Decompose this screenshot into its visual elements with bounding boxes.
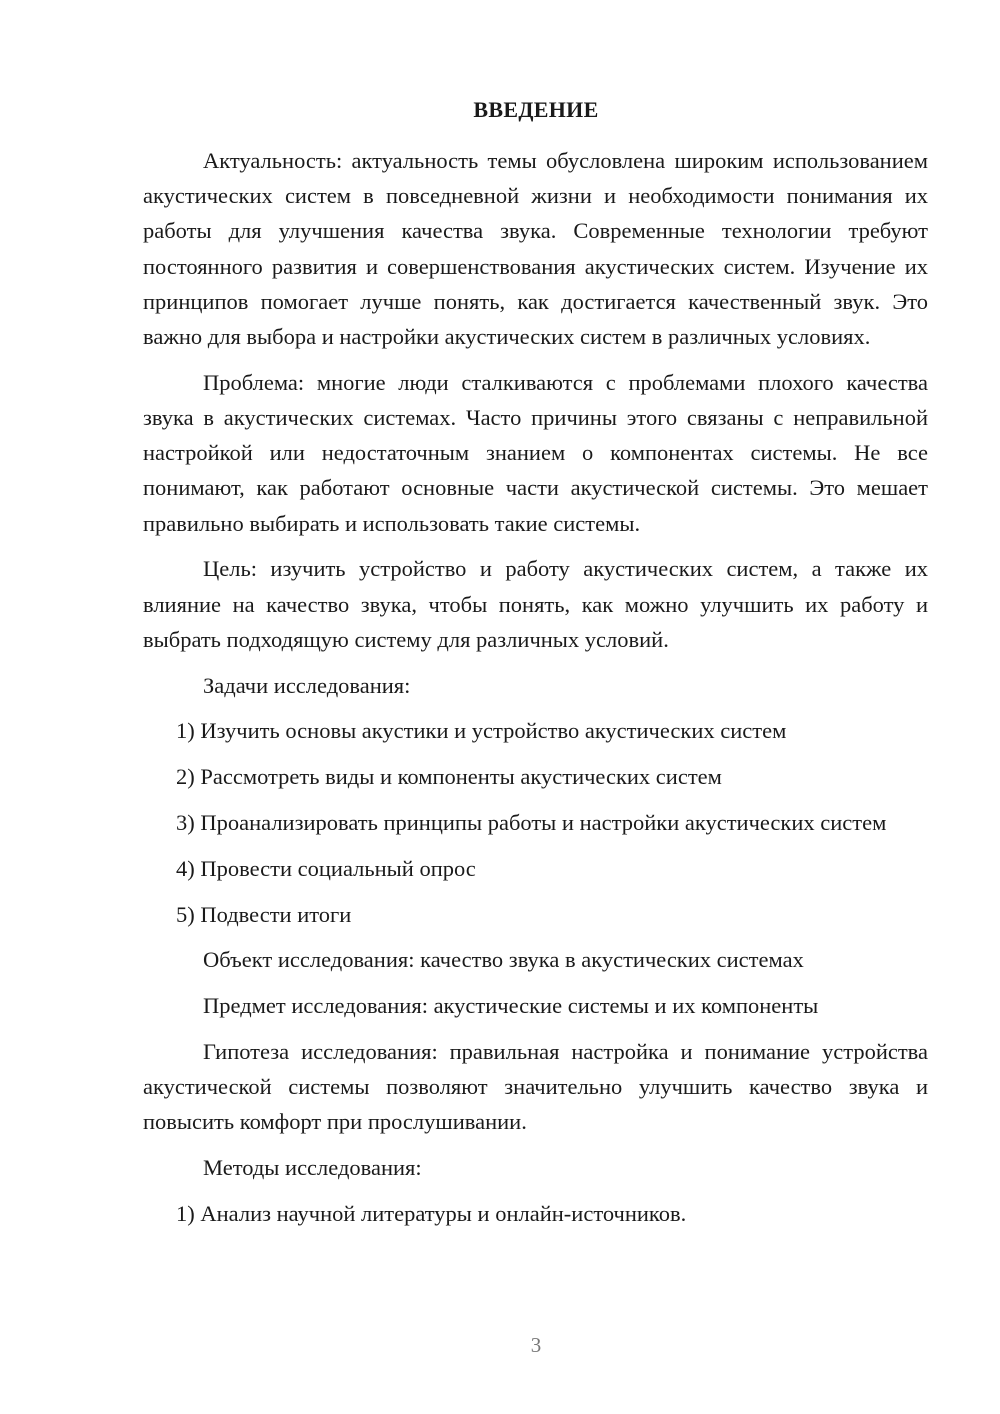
task-item: 5) Подвести итоги [176, 901, 352, 927]
page-number: 3 [530, 1333, 542, 1357]
methods-heading: Методы исследования: [203, 1155, 422, 1181]
task-item: 1) Изучить основы акустики и устройство акустических систем [176, 718, 787, 744]
task-item: 3) Проанализировать принципы работы и настройки акустических систем [176, 810, 887, 836]
section-title: ВВЕДЕНИЕ [473, 97, 599, 122]
paragraph-relevance: Актуальность: актуальность темы обусловлена широким использованием акустических систем в повседневной жизни и необходимости понимания их работы для улучшения качества звука. Современные технологии требуют постоянного развития и совершенствования акустических систем. Изучение их принципов помогает лучше понять, как достигается качественный звук. Это важно для выбора и настройки акустических систем в различных условиях. [143, 148, 928, 350]
task-item: 4) Провести социальный опрос [176, 855, 476, 881]
paragraph-goal: Цель: изучить устройство и работу акустических систем, а также их влияние на качество звука, чтобы понять, как можно улучшить их работу и выбрать подходящую систему для различных условий. [143, 556, 928, 652]
paragraph-subject: Предмет исследования: акустические системы и их компоненты [203, 993, 819, 1019]
document-body [143, 143, 928, 1242]
method-item: 1) Анализ научной литературы и онлайн-источников. [176, 1201, 687, 1226]
tasks-heading: Задачи исследования: [203, 672, 411, 698]
paragraph-problem: Проблема: многие люди сталкиваются с проблемами плохого качества звука в акустических системах. Часто причины этого связаны с неправильной настройкой или недостаточным знанием о компонентах системы. Не все понимают, как работают основные части акустической системы. Это мешает правильно выбирать и использовать такие системы. [143, 369, 928, 536]
task-item: 2) Рассмотреть виды и компоненты акустических систем [176, 764, 722, 790]
paragraph-object: Объект исследования: качество звука в акустических системах [203, 947, 804, 973]
paragraph-hypothesis: Гипотеза исследования: правильная настройка и понимание устройства акустической системы позволяют значительно улучшить качество звука и повысить комфорт при прослушивании. [143, 1039, 928, 1135]
